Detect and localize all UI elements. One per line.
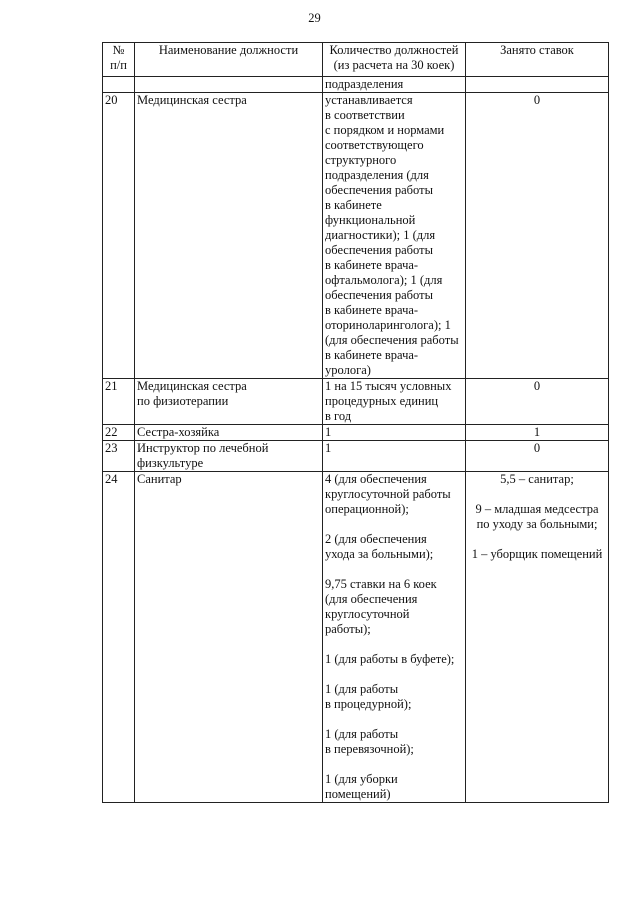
position-count	[323, 425, 466, 441]
position-count-line: 1 (для работы	[325, 682, 399, 696]
position-count-line: ухода за больными);	[325, 547, 434, 561]
position-count-line: обеспечения работы	[325, 243, 433, 257]
occupied-rate-value: 1	[533, 425, 541, 439]
table-row	[103, 379, 609, 425]
position-count-line: 2 (для обеспечения	[325, 532, 427, 546]
position-name	[135, 379, 323, 425]
position-count-line: круглосуточной работы	[325, 487, 451, 501]
position-count-line: устанавливается	[325, 93, 413, 107]
position-count	[323, 472, 466, 803]
position-count-line: процедурных единиц	[325, 394, 439, 408]
position-name	[135, 93, 323, 379]
page-number: 29	[308, 11, 321, 25]
position-count-line: 1	[325, 441, 332, 455]
position-count-line: круглосуточной	[325, 607, 410, 621]
position-count-line: в кабинете врача-	[325, 303, 419, 317]
table-header-row	[103, 43, 609, 77]
row-number: 20	[103, 93, 135, 379]
position-count-line: в соответствии	[325, 108, 405, 122]
row-number: 22	[103, 425, 135, 441]
table-row	[103, 441, 609, 472]
position-count-line: 1 (для работы	[325, 727, 399, 741]
position-count-line: 1 (для работы в буфете);	[325, 652, 455, 666]
position-count-line: функциональной	[325, 213, 416, 227]
occupied-rate-paragraph	[468, 502, 606, 532]
position-name-line: Сестра-хозяйка	[137, 425, 220, 439]
occupied-rate-value: 0	[533, 441, 541, 455]
table-body	[103, 93, 609, 803]
occupied-rate-paragraph	[468, 472, 606, 487]
continuation-text: подразделения	[323, 77, 466, 93]
position-count-line: обеспечения работы	[325, 183, 433, 197]
continuation-name-cell	[135, 77, 323, 93]
position-count-paragraph	[325, 727, 463, 757]
position-count-line: в кабинете врача-	[325, 348, 419, 362]
position-count	[323, 441, 466, 472]
header-occupied-rates: Занято ставок	[466, 43, 609, 77]
position-count-paragraph	[325, 472, 463, 517]
position-count-line: (для обеспечения	[325, 592, 418, 606]
position-count-line: оториноларинголога); 1	[325, 318, 451, 332]
occupied-rate	[466, 425, 609, 441]
position-count-line: обеспечения работы	[325, 288, 433, 302]
position-count-line: помещений)	[325, 787, 391, 801]
occupied-rate-line: 1 – уборщик помещений	[471, 547, 603, 561]
position-count	[323, 93, 466, 379]
position-count-line: работы);	[325, 622, 371, 636]
occupied-rate-value: 0	[533, 379, 541, 393]
row-number: 23	[103, 441, 135, 472]
continuation-row	[103, 77, 609, 93]
position-count-line: в кабинете	[325, 198, 382, 212]
position-count-line: с порядком и нормами	[325, 123, 445, 137]
position-count-paragraph	[325, 532, 463, 562]
header-number-line1: №	[112, 43, 125, 57]
position-count-line: уролога)	[325, 363, 371, 377]
table-row	[103, 425, 609, 441]
position-count-line: подразделения (для	[325, 168, 429, 182]
position-count-line: офтальмолога); 1 (для	[325, 273, 443, 287]
position-count-line: 1 на 15 тысяч условных	[325, 379, 452, 393]
position-count-line: 1	[325, 425, 332, 439]
occupied-rate-value: 0	[533, 93, 541, 107]
occupied-rate	[466, 441, 609, 472]
continuation-rate-cell	[466, 77, 609, 93]
position-name-line: Инструктор по лечебной	[137, 441, 269, 455]
position-name-line: Санитар	[137, 472, 182, 486]
continuation-num-cell	[103, 77, 135, 93]
position-count-paragraph	[325, 682, 463, 712]
position-count	[323, 379, 466, 425]
position-name-line: физкультуре	[137, 456, 204, 470]
row-number: 21	[103, 379, 135, 425]
position-count-line: (для обеспечения работы	[325, 333, 459, 347]
occupied-rate	[466, 472, 609, 803]
occupied-rate-line: по уходу за больными;	[476, 517, 598, 531]
position-count-line: в перевязочной);	[325, 742, 414, 756]
header-number	[103, 43, 135, 77]
table-row	[103, 93, 609, 379]
position-count-line: структурного	[325, 153, 397, 167]
position-name	[135, 441, 323, 472]
position-count-line: диагностики); 1 (для	[325, 228, 436, 242]
header-count-line2: (из расчета на 30 коек)	[333, 58, 455, 72]
position-name	[135, 472, 323, 803]
table-row	[103, 472, 609, 803]
position-count-line: соответствующего	[325, 138, 424, 152]
row-number: 24	[103, 472, 135, 803]
position-count-line: 1 (для уборки	[325, 772, 398, 786]
header-position-name: Наименование должности	[135, 43, 323, 77]
occupied-rate-line: 5,5 – санитар;	[500, 472, 574, 486]
position-count-line: операционной);	[325, 502, 409, 516]
position-name-line: Медицинская сестра	[137, 379, 247, 393]
header-position-count	[323, 43, 466, 77]
position-count-line: в год	[325, 409, 352, 423]
occupied-rate-paragraph	[468, 547, 606, 562]
position-count-line: в кабинете врача-	[325, 258, 419, 272]
position-count-line: 4 (для обеспечения	[325, 472, 427, 486]
position-count-line: 9,75 ставки на 6 коек	[325, 577, 437, 591]
position-count-paragraph	[325, 652, 463, 667]
header-count-line1: Количество должностей	[329, 43, 459, 57]
position-count-paragraph	[325, 772, 463, 802]
position-name-line: Медицинская сестра	[137, 93, 247, 107]
position-name-line: по физиотерапии	[137, 394, 229, 408]
staff-table	[102, 42, 609, 803]
position-count-paragraph	[325, 577, 463, 637]
occupied-rate	[466, 379, 609, 425]
position-name	[135, 425, 323, 441]
position-count-line: в процедурной);	[325, 697, 412, 711]
occupied-rate	[466, 93, 609, 379]
header-number-line2: п/п	[110, 58, 127, 72]
occupied-rate-line: 9 – младшая медсестра	[475, 502, 599, 516]
